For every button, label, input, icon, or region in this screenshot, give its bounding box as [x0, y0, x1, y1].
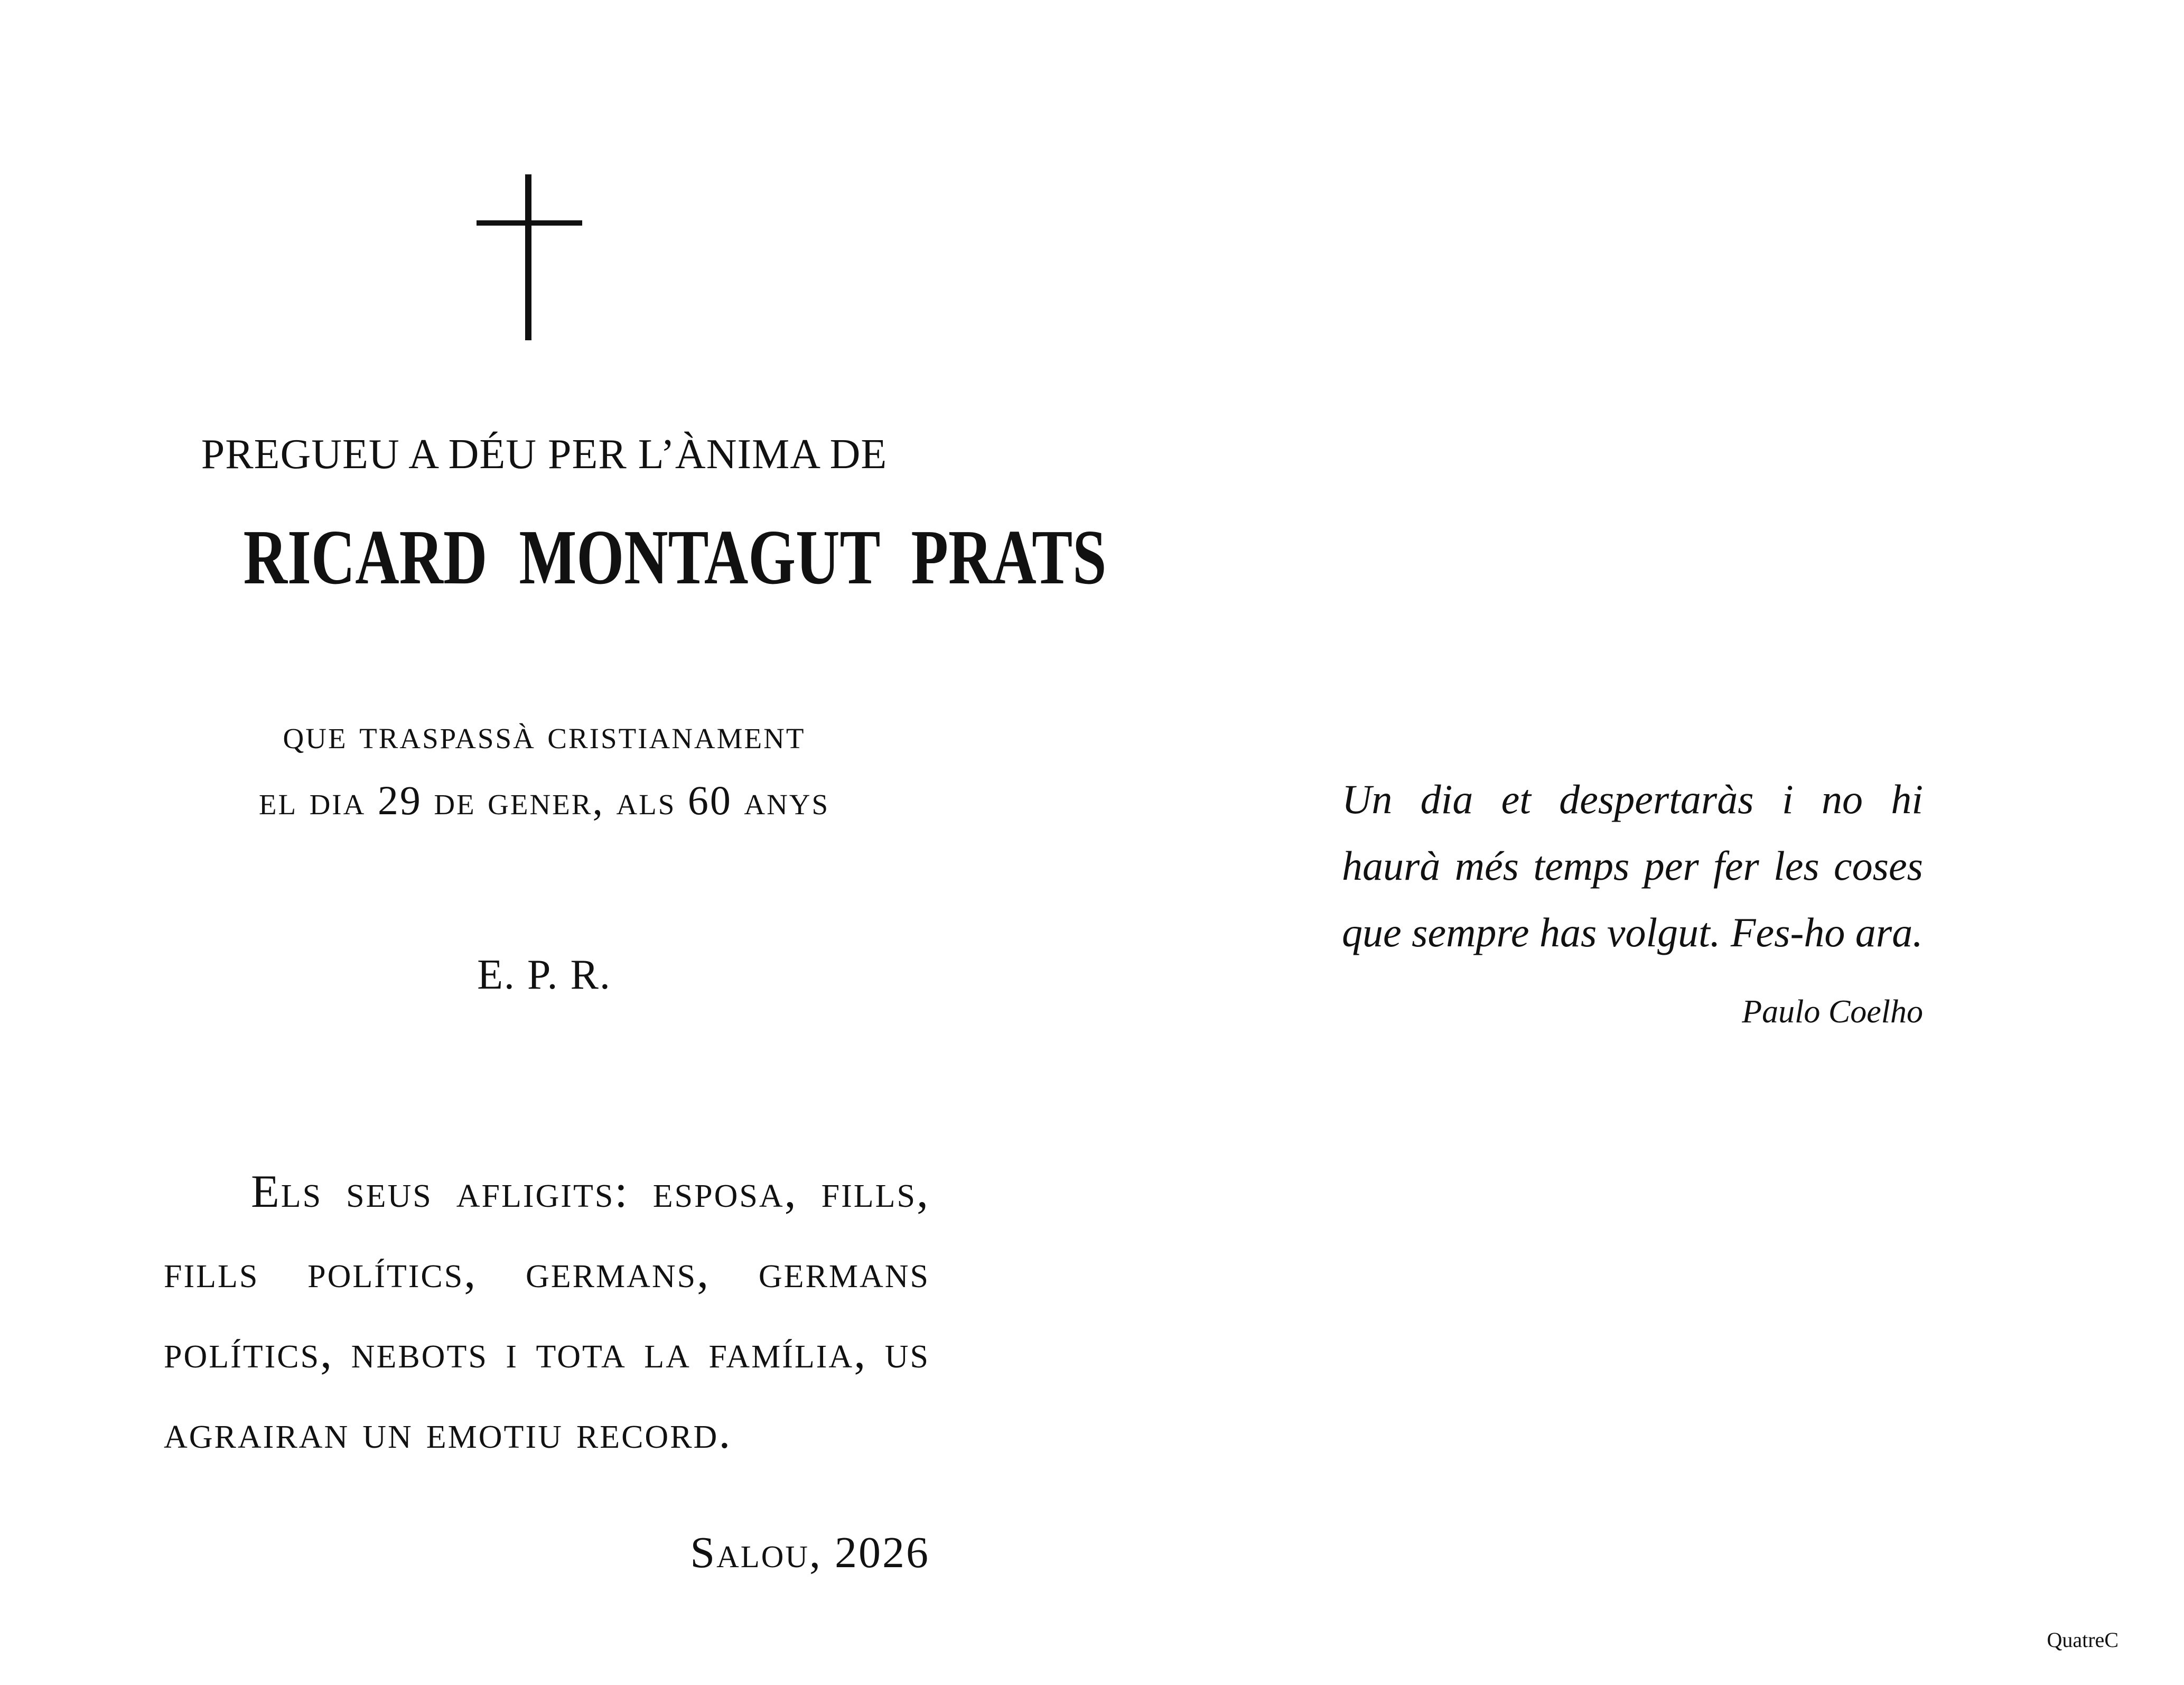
place-and-year: Salou, 2026	[690, 1528, 930, 1577]
prayer-line: PREGUEU A DÉU PER L’ÀNIMA DE	[201, 431, 888, 478]
rest-in-peace-abbreviation: E. P. R.	[477, 952, 611, 998]
quote-text: Un dia et despertaràs i no hi haurà més temps per fer les coses que sempre has volgut. Fes-ho ara.	[1342, 776, 1923, 955]
passing-line-2: el dia 29 de gener, als 60 anys	[258, 777, 830, 823]
cross-icon	[477, 174, 582, 340]
mourners-paragraph: Els seus afligits: esposa, fills, fills polítics, germans, germans polítics, nebots i tota la família, us agrairan un emotiu record.	[164, 1166, 930, 1458]
passing-line-1: que traspassà cristianament	[283, 711, 806, 757]
quote-author: Paulo Coelho	[1742, 994, 1923, 1030]
deceased-name: RICARD MONTAGUT PRATS	[243, 514, 1107, 601]
printer-mark: QuatreC	[2047, 1628, 2118, 1652]
